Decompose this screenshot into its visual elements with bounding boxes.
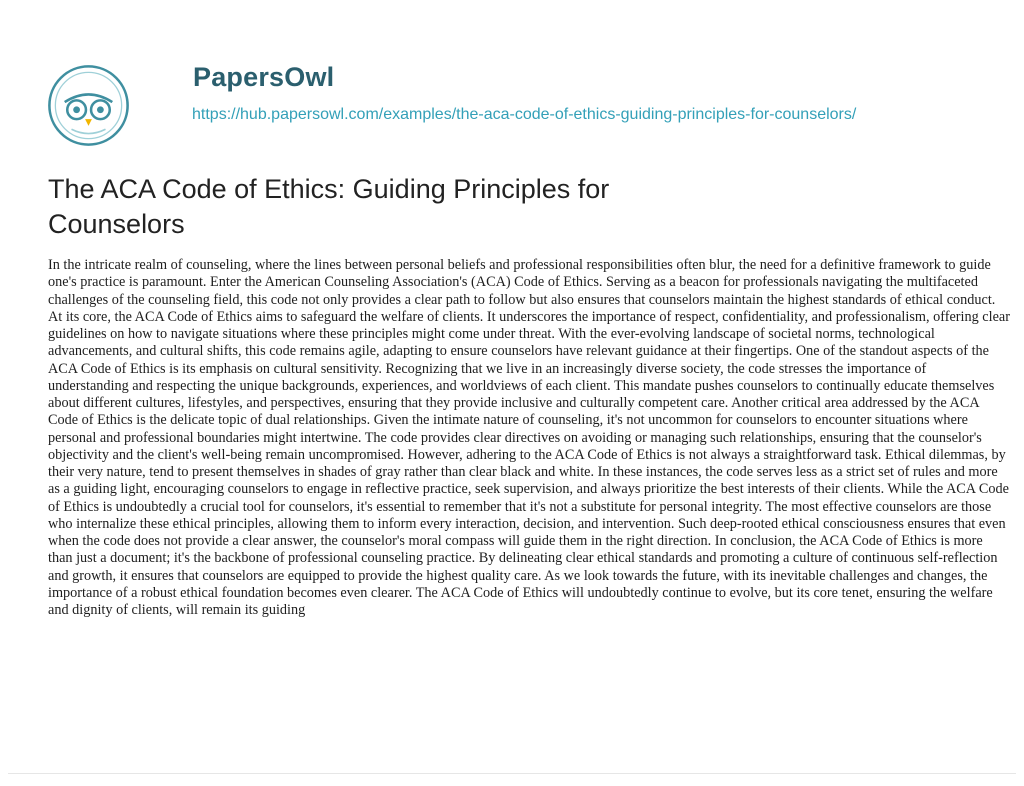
source-url-link[interactable]: https://hub.papersowl.com/examples/the-aca-code-of-ethics-guiding-principles-for-counselors/ [192,106,857,123]
owl-logo-icon [46,63,131,148]
page-divider [8,773,1016,774]
article-title: The ACA Code of Ethics: Guiding Principles for Counselors [48,174,610,239]
article-body: In the intricate realm of counseling, where the lines between personal beliefs and professional responsibilities often blur, the need for a definitive framework to guide one's practice is paramount. Enter the American Counseling Association's (ACA) Code of Ethics. Serving as a beacon for professionals navigating the multifaceted challenges of the counseling field, this code not only provides a clear path to follow but also ensures that counselors maintain the highest standards of ethical conduct. At its core, the ACA Code of Ethics aims to safeguard the welfare of clients. It underscores the importance of respect, confidentiality, and professionalism, offering clear guidelines on how to navigate situations where these principles might come under threat. With the ever-evolving landscape of societal norms, technological advancements, and cultural shifts, this code remains agile, adapting to ensure counselors have relevant guidance at their fingertips. One of the standout aspects of the ACA Code of Ethics is its emphasis on cultural sensitivity. Recognizing that we live in an increasingly diverse society, the code stresses the importance of understanding and respecting the unique backgrounds, experiences, and worldviews of each client. This mandate pushes counselors to continually educate themselves about different cultures, lifestyles, and perspectives, ensuring that they provide inclusive and culturally competent care. Another critical area addressed by the ACA Code of Ethics is the delicate topic of dual relationships. Given the intimate nature of counseling, it's not uncommon for counselors to encounter situations where personal and professional boundaries might intertwine. The code provides clear directives on avoiding or managing such relationships, ensuring that the counselor's objectivity and the client's well-being remain uncompromised. However, adhering to the ACA Code of Ethics is not always a straightforward task. Ethical dilemmas, by their very nature, tend to present themselves in shades of gray rather than clear black and white. In these instances, the code serves less as a strict set of rules and more as a guiding light, encouraging counselors to engage in reflective practice, seek supervision, and always prioritize the best interests of their clients. While the ACA Code of Ethics is undoubtedly a crucial tool for counselors, it's essential to remember that it's not a substitute for personal integrity. The most effective counselors are those who internalize these ethical principles, allowing them to inform every interaction, decision, and intervention. Such deep-rooted ethical consciousness ensures that even when the code does not provide a clear answer, the counselor's moral compass will guide them in the right direction. In conclusion, the ACA Code of Ethics is more than just a document; it's the backbone of professional counseling practice. By delineating clear ethical standards and promoting a culture of continuous self-reflection and growth, it ensures that counselors are equipped to provide the highest quality care. As we look towards the future, with its inevitable challenges and changes, the importance of a robust ethical foundation becomes even clearer. The ACA Code of Ethics will undoubtedly continue to evolve, but its core tenet, ensuring the welfare and dignity of clients, will remain its guiding [48,257,1010,618]
header [40,58,1000,148]
brand-name[interactable]: PapersOwl [193,62,335,92]
